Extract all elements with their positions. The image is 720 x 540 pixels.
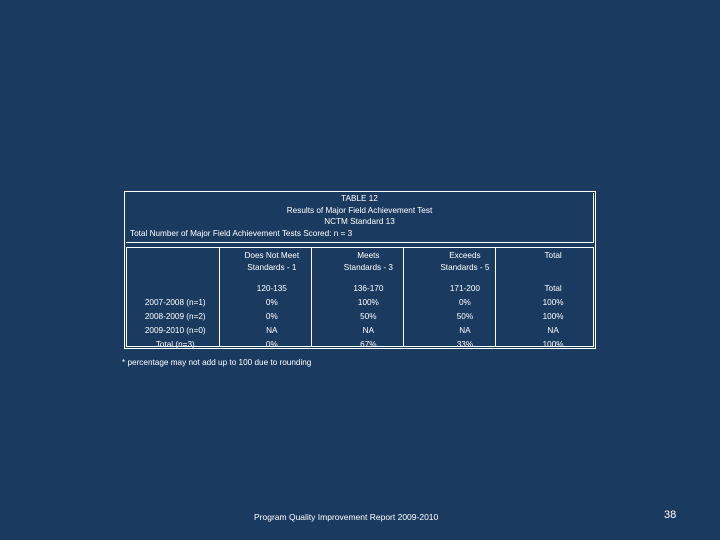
header-line: Does Not Meet <box>244 251 300 260</box>
footer-text: Program Quality Improvement Report 2009-2010 <box>254 512 439 522</box>
table-cell: 120-135 <box>256 284 287 293</box>
row-label: 2007-2008 (n=1) <box>144 298 206 307</box>
header-line: Meets <box>357 251 380 260</box>
footnote: * percentage may not add up to 100 due to rounding <box>122 358 312 367</box>
header-cell <box>513 248 593 282</box>
table-row-total <box>127 338 593 352</box>
table-cell: 67% <box>360 340 377 349</box>
table-row <box>127 310 593 324</box>
table-cell: NA <box>547 326 559 335</box>
table-cell: 0% <box>458 298 471 307</box>
header-line: Standards - 3 <box>343 263 393 272</box>
table-cell: NA <box>266 326 278 335</box>
table-row <box>127 324 593 338</box>
table-cell: 0% <box>265 298 278 307</box>
header-line: Exceeds <box>449 251 481 260</box>
table-header-row <box>127 248 593 282</box>
row-label: Total (n=3) <box>155 340 195 349</box>
table-title-block <box>126 193 594 243</box>
table-standard: NCTM Standard 13 <box>324 217 395 226</box>
table-cell: 100% <box>542 312 564 321</box>
header-line: Total <box>544 251 562 260</box>
table-subtitle: Results of Major Field Achievement Test <box>286 205 433 215</box>
table-cell: 100% <box>542 298 564 307</box>
table-cell: 100% <box>542 340 564 349</box>
table-cell: 0% <box>265 340 278 349</box>
table-cell <box>127 282 224 296</box>
table-cell: 171-200 <box>449 284 480 293</box>
table-cell: 50% <box>456 312 474 321</box>
table-cell: 0% <box>265 312 278 321</box>
table-cell: 100% <box>357 298 379 307</box>
header-cell-empty <box>127 248 224 282</box>
header-line: Standards - 1 <box>247 263 297 272</box>
header-cell <box>224 248 321 282</box>
row-label: 2008-2009 (n=2) <box>144 312 206 321</box>
table-title: TABLE 12 <box>341 194 378 203</box>
table-cell: 136-170 <box>353 284 384 293</box>
results-table-grid <box>127 248 593 352</box>
header-cell <box>417 248 514 282</box>
table-count: Total Number of Major Field Achievement Tests Scored: n = 3 <box>130 228 353 238</box>
table-cell: NA <box>362 326 375 335</box>
page-number: 38 <box>664 509 677 521</box>
table-subheader-row <box>127 282 593 296</box>
header-cell <box>320 248 417 282</box>
table-cell: 50% <box>360 312 377 321</box>
results-table <box>126 247 594 347</box>
table-cell: NA <box>459 326 471 335</box>
table-cell: 33% <box>456 340 474 349</box>
header-line: Standards - 5 <box>440 263 490 272</box>
table-row <box>127 296 593 310</box>
row-label: 2009-2010 (n=0) <box>144 326 206 335</box>
table-cell: Total <box>544 284 562 293</box>
